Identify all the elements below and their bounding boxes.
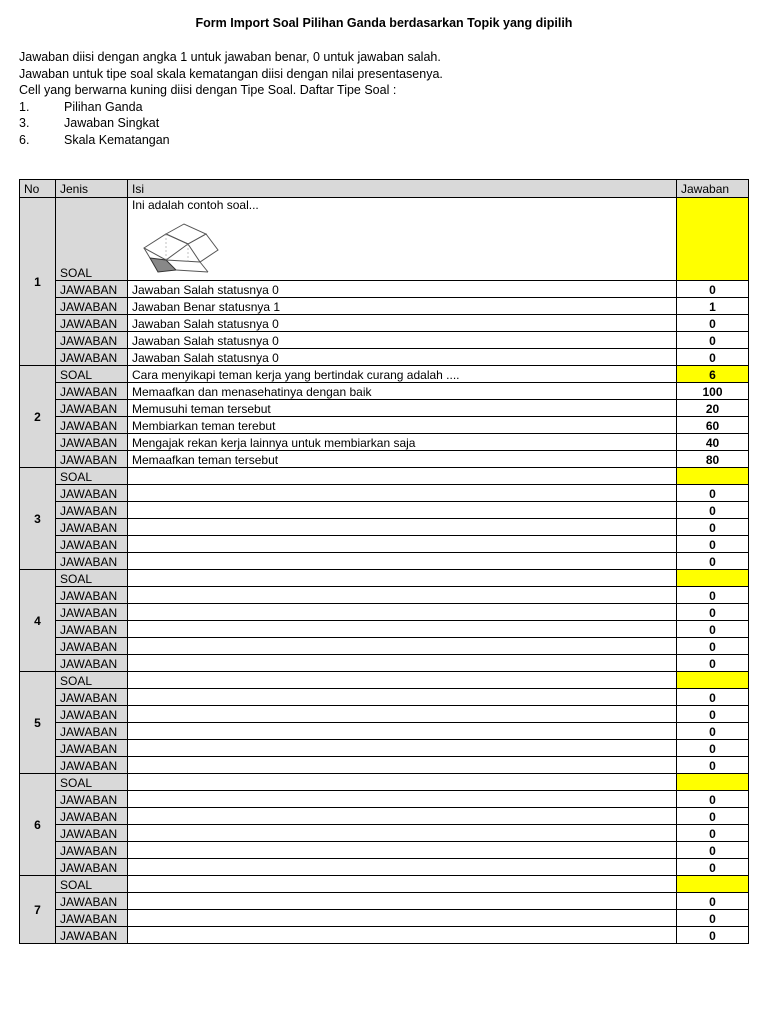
type-label: Pilihan Ganda <box>64 99 143 114</box>
answer-isi-cell[interactable] <box>128 757 677 774</box>
jenis-jawaban-cell[interactable]: JAWABAN <box>56 621 128 638</box>
question-row <box>20 774 749 791</box>
answer-row <box>20 281 749 298</box>
answer-row <box>20 485 749 502</box>
answer-row <box>20 706 749 723</box>
answer-isi-cell[interactable] <box>128 791 677 808</box>
answer-row <box>20 791 749 808</box>
jenis-jawaban-cell[interactable]: JAWABAN <box>56 553 128 570</box>
soal-isi-cell[interactable] <box>128 672 677 689</box>
answer-value-cell[interactable]: 0 <box>677 757 749 774</box>
answer-value-cell[interactable]: 0 <box>677 519 749 536</box>
answer-value-cell[interactable]: 100 <box>677 383 749 400</box>
answer-row <box>20 740 749 757</box>
answer-row <box>20 519 749 536</box>
answer-row <box>20 553 749 570</box>
question-row <box>20 198 749 281</box>
question-row <box>20 468 749 485</box>
jenis-jawaban-cell[interactable]: JAWABAN <box>56 893 128 910</box>
answer-row <box>20 825 749 842</box>
type-list-item <box>19 115 739 132</box>
answer-value-cell[interactable]: 0 <box>677 587 749 604</box>
answer-row <box>20 536 749 553</box>
jenis-soal-cell[interactable]: SOAL <box>56 366 128 383</box>
jenis-soal-cell[interactable]: SOAL <box>56 570 128 587</box>
jenis-jawaban-cell[interactable]: JAWABAN <box>56 536 128 553</box>
jenis-jawaban-cell[interactable]: JAWABAN <box>56 281 128 298</box>
type-number: 3. <box>19 116 30 130</box>
jenis-jawaban-cell[interactable]: JAWABAN <box>56 825 128 842</box>
jenis-jawaban-cell[interactable]: JAWABAN <box>56 706 128 723</box>
header-isi: Isi <box>128 180 677 198</box>
answer-isi-cell[interactable] <box>128 621 677 638</box>
answer-isi-cell[interactable]: Membiarkan teman terebut <box>128 417 677 434</box>
answer-isi-cell[interactable] <box>128 655 677 672</box>
answer-value-cell[interactable]: 60 <box>677 417 749 434</box>
answer-isi-cell[interactable]: Jawaban Salah statusnya 0 <box>128 332 677 349</box>
tipe-soal-cell[interactable] <box>677 672 749 689</box>
jenis-jawaban-cell[interactable]: JAWABAN <box>56 349 128 366</box>
answer-row <box>20 621 749 638</box>
answer-row <box>20 400 749 417</box>
answer-value-cell[interactable]: 80 <box>677 451 749 468</box>
answer-value-cell[interactable]: 0 <box>677 655 749 672</box>
instructions <box>19 49 739 148</box>
answer-row <box>20 604 749 621</box>
answer-value-cell[interactable]: 0 <box>677 281 749 298</box>
tipe-soal-cell[interactable] <box>677 198 749 281</box>
answer-isi-cell[interactable] <box>128 604 677 621</box>
answer-isi-cell[interactable]: Jawaban Salah statusnya 0 <box>128 315 677 332</box>
answer-value-cell[interactable]: 1 <box>677 298 749 315</box>
answer-value-cell[interactable]: 0 <box>677 349 749 366</box>
answer-value-cell[interactable]: 0 <box>677 825 749 842</box>
jenis-jawaban-cell[interactable]: JAWABAN <box>56 485 128 502</box>
image-stroke <box>200 262 208 272</box>
answer-value-cell[interactable]: 0 <box>677 689 749 706</box>
answer-value-cell[interactable]: 0 <box>677 910 749 927</box>
jenis-jawaban-cell[interactable]: JAWABAN <box>56 604 128 621</box>
jenis-soal-cell[interactable]: SOAL <box>56 876 128 893</box>
question-row <box>20 876 749 893</box>
answer-isi-cell[interactable]: Memaafkan dan menasehatinya dengan baik <box>128 383 677 400</box>
answer-row <box>20 808 749 825</box>
answer-row <box>20 502 749 519</box>
jenis-jawaban-cell[interactable]: JAWABAN <box>56 451 128 468</box>
table-header-row <box>20 180 749 198</box>
instruction-line: Cell yang berwarna kuning diisi dengan Tipe Soal. Daftar Tipe Soal : <box>19 83 397 97</box>
question-number: 6 <box>20 774 56 876</box>
jenis-jawaban-cell[interactable]: JAWABAN <box>56 791 128 808</box>
answer-value-cell[interactable]: 0 <box>677 927 749 944</box>
answer-isi-cell[interactable] <box>128 927 677 944</box>
tipe-soal-cell[interactable] <box>677 468 749 485</box>
tipe-soal-cell[interactable] <box>677 570 749 587</box>
answer-value-cell[interactable]: 0 <box>677 536 749 553</box>
answer-value-cell[interactable]: 0 <box>677 553 749 570</box>
answer-row <box>20 349 749 366</box>
answer-row <box>20 383 749 400</box>
answer-value-cell[interactable]: 0 <box>677 740 749 757</box>
jenis-jawaban-cell[interactable]: JAWABAN <box>56 910 128 927</box>
answer-isi-cell[interactable] <box>128 808 677 825</box>
answer-value-cell[interactable]: 20 <box>677 400 749 417</box>
answer-isi-cell[interactable] <box>128 910 677 927</box>
answer-value-cell[interactable]: 0 <box>677 621 749 638</box>
jenis-jawaban-cell[interactable]: JAWABAN <box>56 400 128 417</box>
answer-value-cell[interactable]: 0 <box>677 502 749 519</box>
tipe-soal-cell[interactable] <box>677 876 749 893</box>
header-jawaban: Jawaban <box>677 180 749 198</box>
question-row <box>20 570 749 587</box>
answer-row <box>20 417 749 434</box>
answer-value-cell[interactable]: 0 <box>677 859 749 876</box>
answer-isi-cell[interactable]: Memusuhi teman tersebut <box>128 400 677 417</box>
type-number: 1. <box>19 99 30 114</box>
answer-value-cell[interactable]: 0 <box>677 315 749 332</box>
instruction-line: Jawaban untuk tipe soal skala kematangan diisi dengan nilai presentasenya. <box>19 66 443 81</box>
soal-isi-cell[interactable] <box>128 876 677 893</box>
answer-row <box>20 910 749 927</box>
answer-row <box>20 757 749 774</box>
answer-row <box>20 723 749 740</box>
answer-value-cell[interactable]: 0 <box>677 604 749 621</box>
jenis-jawaban-cell[interactable]: JAWABAN <box>56 927 128 944</box>
answer-isi-cell[interactable] <box>128 536 677 553</box>
jenis-jawaban-cell[interactable]: JAWABAN <box>56 859 128 876</box>
image-stroke <box>176 270 208 272</box>
jenis-jawaban-cell[interactable]: JAWABAN <box>56 502 128 519</box>
jenis-jawaban-cell[interactable]: JAWABAN <box>56 298 128 315</box>
answer-isi-cell[interactable] <box>128 587 677 604</box>
answer-isi-cell[interactable] <box>128 893 677 910</box>
question-number: 3 <box>20 468 56 570</box>
answer-isi-cell[interactable]: Jawaban Salah statusnya 0 <box>128 281 677 298</box>
answer-row <box>20 332 749 349</box>
jenis-jawaban-cell[interactable]: JAWABAN <box>56 740 128 757</box>
question-row <box>20 366 749 383</box>
answer-isi-cell[interactable] <box>128 859 677 876</box>
jenis-jawaban-cell[interactable]: JAWABAN <box>56 808 128 825</box>
answer-value-cell[interactable]: 0 <box>677 842 749 859</box>
header-no: No <box>20 180 56 198</box>
jenis-jawaban-cell[interactable]: JAWABAN <box>56 417 128 434</box>
jenis-soal-cell[interactable]: SOAL <box>56 198 128 281</box>
answer-isi-cell[interactable] <box>128 825 677 842</box>
question-number: 2 <box>20 366 56 468</box>
jenis-jawaban-cell[interactable]: JAWABAN <box>56 689 128 706</box>
jenis-jawaban-cell[interactable]: JAWABAN <box>56 383 128 400</box>
jenis-jawaban-cell[interactable]: JAWABAN <box>56 842 128 859</box>
answer-isi-cell[interactable] <box>128 638 677 655</box>
jenis-jawaban-cell[interactable]: JAWABAN <box>56 587 128 604</box>
answer-isi-cell[interactable]: Jawaban Salah statusnya 0 <box>128 349 677 366</box>
type-label: Jawaban Singkat <box>64 116 160 130</box>
answer-isi-cell[interactable] <box>128 519 677 536</box>
type-list-item <box>19 99 739 116</box>
answer-isi-cell[interactable]: Mengajak rekan kerja lainnya untuk membiarkan saja <box>128 434 677 451</box>
tipe-soal-cell[interactable]: 6 <box>677 366 749 383</box>
question-row <box>20 672 749 689</box>
answer-row <box>20 893 749 910</box>
answer-value-cell[interactable]: 0 <box>677 485 749 502</box>
jenis-jawaban-cell[interactable]: JAWABAN <box>56 332 128 349</box>
answer-value-cell[interactable]: 0 <box>677 706 749 723</box>
answer-value-cell[interactable]: 0 <box>677 638 749 655</box>
question-number: 5 <box>20 672 56 774</box>
image-stroke <box>166 224 206 244</box>
answer-isi-cell[interactable] <box>128 740 677 757</box>
question-image <box>136 220 226 276</box>
jenis-soal-cell[interactable]: SOAL <box>56 672 128 689</box>
answer-row <box>20 451 749 468</box>
answer-row <box>20 298 749 315</box>
jenis-jawaban-cell[interactable]: JAWABAN <box>56 638 128 655</box>
answer-value-cell[interactable]: 40 <box>677 434 749 451</box>
soal-text: Ini adalah contoh soal... <box>132 198 259 212</box>
answer-row <box>20 842 749 859</box>
soal-isi-cell[interactable] <box>128 468 677 485</box>
jenis-jawaban-cell[interactable]: JAWABAN <box>56 655 128 672</box>
answer-row <box>20 587 749 604</box>
jenis-jawaban-cell[interactable]: JAWABAN <box>56 519 128 536</box>
answer-row <box>20 859 749 876</box>
soal-text: Cara menyikapi teman kerja yang bertindak curang adalah .... <box>132 368 460 382</box>
type-list-item <box>19 132 739 149</box>
question-number: 7 <box>20 876 56 944</box>
answer-row <box>20 689 749 706</box>
header-jenis: Jenis <box>56 180 128 198</box>
answer-value-cell[interactable]: 0 <box>677 893 749 910</box>
answer-isi-cell[interactable] <box>128 502 677 519</box>
answer-isi-cell[interactable] <box>128 723 677 740</box>
question-table <box>19 179 749 944</box>
answer-isi-cell[interactable]: Jawaban Benar statusnya 1 <box>128 298 677 315</box>
jenis-jawaban-cell[interactable]: JAWABAN <box>56 315 128 332</box>
answer-value-cell[interactable]: 0 <box>677 723 749 740</box>
answer-isi-cell[interactable] <box>128 706 677 723</box>
jenis-jawaban-cell[interactable]: JAWABAN <box>56 723 128 740</box>
instruction-line: Jawaban diisi dengan angka 1 untuk jawaban benar, 0 untuk jawaban salah. <box>19 50 441 64</box>
answer-isi-cell[interactable] <box>128 553 677 570</box>
answer-isi-cell[interactable] <box>128 689 677 706</box>
question-number: 1 <box>20 198 56 366</box>
answer-row <box>20 655 749 672</box>
answer-isi-cell[interactable] <box>128 485 677 502</box>
type-label: Skala Kematangan <box>64 132 170 147</box>
answer-value-cell[interactable]: 0 <box>677 332 749 349</box>
answer-row <box>20 315 749 332</box>
answer-value-cell[interactable]: 0 <box>677 808 749 825</box>
answer-isi-cell[interactable] <box>128 842 677 859</box>
type-number: 6. <box>19 132 30 147</box>
jenis-soal-cell[interactable]: SOAL <box>56 468 128 485</box>
jenis-jawaban-cell[interactable]: JAWABAN <box>56 434 128 451</box>
answer-row <box>20 638 749 655</box>
answer-isi-cell[interactable]: Memaafkan teman tersebut <box>128 451 677 468</box>
soal-isi-cell[interactable] <box>128 198 677 281</box>
answer-row <box>20 434 749 451</box>
page-title: Form Import Soal Pilihan Ganda berdasarkan Topik yang dipilih <box>195 16 573 30</box>
soal-isi-cell[interactable] <box>128 366 677 383</box>
question-number: 4 <box>20 570 56 672</box>
answer-value-cell[interactable]: 0 <box>677 791 749 808</box>
tipe-soal-cell[interactable] <box>677 774 749 791</box>
soal-isi-cell[interactable] <box>128 774 677 791</box>
jenis-jawaban-cell[interactable]: JAWABAN <box>56 757 128 774</box>
image-stroke <box>166 260 200 262</box>
image-stroke <box>188 234 218 262</box>
answer-row <box>20 927 749 944</box>
soal-isi-cell[interactable] <box>128 570 677 587</box>
jenis-soal-cell[interactable]: SOAL <box>56 774 128 791</box>
